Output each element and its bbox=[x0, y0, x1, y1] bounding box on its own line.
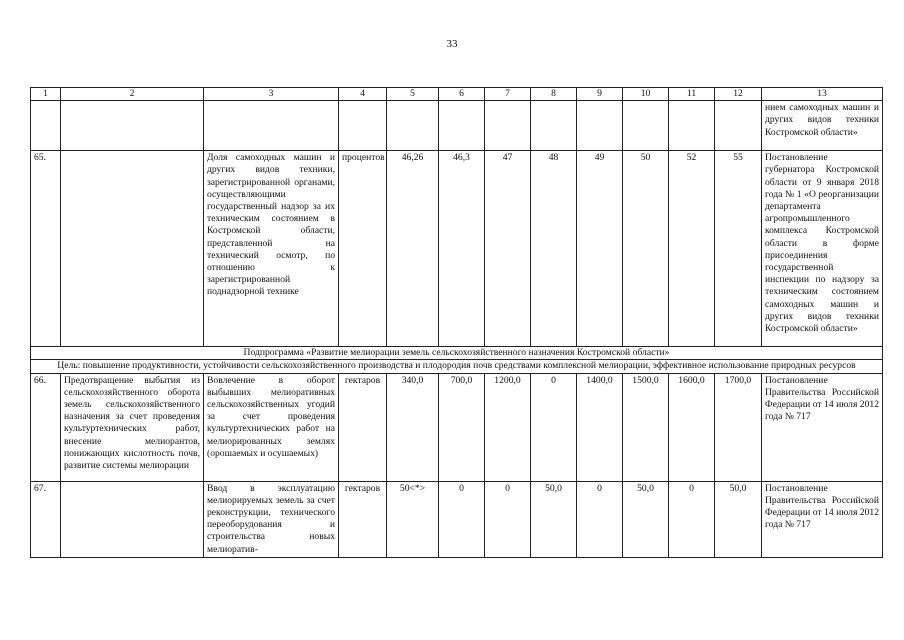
row-number: 67. bbox=[31, 481, 61, 557]
col-num: 10 bbox=[623, 88, 669, 101]
goal-row bbox=[31, 360, 883, 373]
table-row-65 bbox=[31, 151, 883, 347]
value: 49 bbox=[577, 151, 623, 347]
col-num: 6 bbox=[439, 88, 485, 101]
col-num: 12 bbox=[715, 88, 762, 101]
legal-basis: Постановление Правительства Российской Федерации от 14 июля 2012 года № 717 bbox=[762, 373, 883, 481]
table-row-67 bbox=[31, 481, 883, 557]
row-number: 65. bbox=[31, 151, 61, 347]
value: 1500,0 bbox=[623, 373, 669, 481]
indicator-name: Ввод в эксплуатацию мелиорируемых земель за счет реконструкции, технического переоборудования и строительства новых мелиоратив- bbox=[204, 481, 339, 557]
value: 0 bbox=[485, 481, 531, 557]
objective bbox=[61, 151, 204, 347]
col-num: 3 bbox=[204, 88, 339, 101]
value: 1400,0 bbox=[577, 373, 623, 481]
value: 55 bbox=[715, 151, 762, 347]
value: 50 bbox=[623, 151, 669, 347]
indicators-table bbox=[30, 87, 883, 558]
value: 47 bbox=[485, 151, 531, 347]
value: 50,0 bbox=[531, 481, 577, 557]
col-num: 5 bbox=[387, 88, 439, 101]
legal-basis: Постановление Правительства Российской Федерации от 14 июля 2012 года № 717 bbox=[762, 481, 883, 557]
col-num: 11 bbox=[669, 88, 715, 101]
value: 1700,0 bbox=[715, 373, 762, 481]
value: 0 bbox=[531, 373, 577, 481]
col-num: 4 bbox=[339, 88, 387, 101]
value: 50<*> bbox=[387, 481, 439, 557]
objective: Предотвращение выбытия из сельскохозяйственного оборота земель сельскохозяйственного назначения за счет проведения культуртехнических работ, внесение мелиорантов, понижающих кислотность почв, развитие системы мелиорации bbox=[61, 373, 204, 481]
col-num: 13 bbox=[762, 88, 883, 101]
indicator-name: Доля самоходных машин и других видов техники, зарегистрированной органами, осуществляющими государственный надзор за их техническим состоянием в Костромской области, представленной на технический осмотр, по отношению к зарегистрированной поднадзорной технике bbox=[204, 151, 339, 347]
value: 1600,0 bbox=[669, 373, 715, 481]
value: 52 bbox=[669, 151, 715, 347]
value: 340,0 bbox=[387, 373, 439, 481]
subprogram-title: Подпрограмма «Развитие мелиорации земель сельскохозяйственного назначения Костромской области» bbox=[31, 347, 883, 360]
table-row-66 bbox=[31, 373, 883, 481]
value: 48 bbox=[531, 151, 577, 347]
value: 46,26 bbox=[387, 151, 439, 347]
page-number: 33 bbox=[446, 38, 458, 50]
value: 46,3 bbox=[439, 151, 485, 347]
value: 50,0 bbox=[623, 481, 669, 557]
subprogram-row bbox=[31, 347, 883, 360]
value: 0 bbox=[439, 481, 485, 557]
value: 0 bbox=[577, 481, 623, 557]
col-num: 8 bbox=[531, 88, 577, 101]
unit: гектаров bbox=[339, 481, 387, 557]
legal-basis: нием самоходных машин и других видов техники Костромской области» bbox=[762, 101, 883, 151]
value: 700,0 bbox=[439, 373, 485, 481]
col-num: 2 bbox=[61, 88, 204, 101]
column-number-row bbox=[31, 88, 883, 101]
unit: гектаров bbox=[339, 373, 387, 481]
col-num: 9 bbox=[577, 88, 623, 101]
col-num: 1 bbox=[31, 88, 61, 101]
value: 1200,0 bbox=[485, 373, 531, 481]
value: 0 bbox=[669, 481, 715, 557]
row-number: 66. bbox=[31, 373, 61, 481]
col-num: 7 bbox=[485, 88, 531, 101]
indicator-name: Вовлечение в оборот выбывших мелиоративных сельскохозяйственных угодий за счет проведения культуртехнических работ на мелиорированных землях (орошаемых и осушаемых) bbox=[204, 373, 339, 481]
continuation-row bbox=[31, 101, 883, 151]
unit: процентов bbox=[339, 151, 387, 347]
legal-basis: Постановление губернатора Костромской области от 9 января 2018 года № 1 «О реорганизации департамента агропромышленного комплекса Костромской области в форме присоединения государственной инспекции по надзору за техническим состоянием самоходных машин и других видов техники Костромской области» bbox=[762, 151, 883, 347]
subprogram-goal: Цель: повышение продуктивности, устойчивости сельскохозяйственного производства и плодородия почв средствами комплексной мелиорации, эффективное использование природных ресурсов bbox=[31, 360, 883, 373]
objective bbox=[61, 481, 204, 557]
value: 50,0 bbox=[715, 481, 762, 557]
